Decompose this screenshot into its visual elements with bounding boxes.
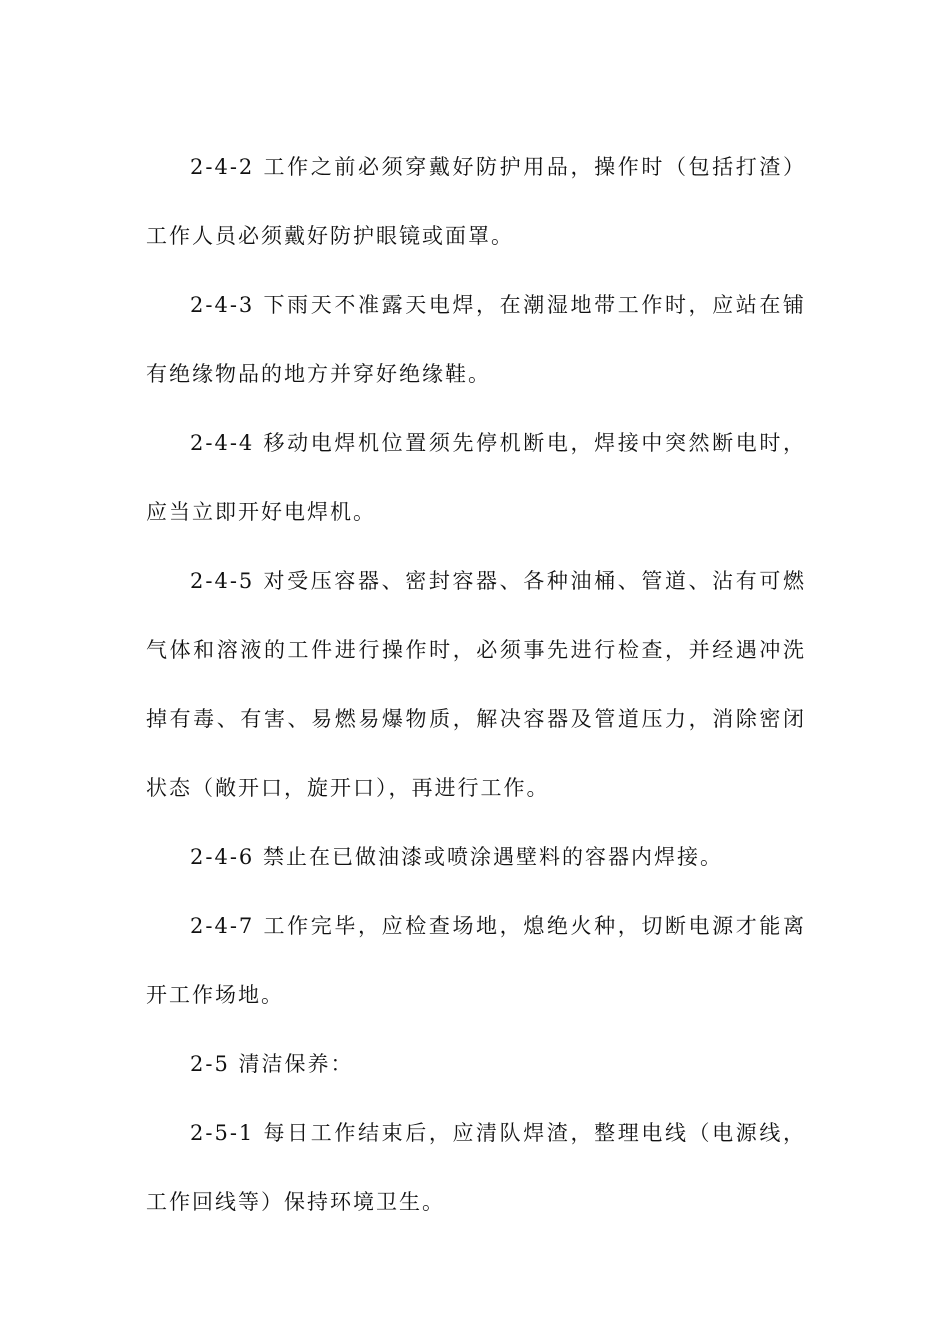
paragraph-2-4-2: 2-4-2 工作之前必须穿戴好防护用品，操作时（包括打渣）工作人员必须戴好防护眼镜或面罩。: [146, 155, 806, 248]
document-body: [146, 133, 806, 1237]
section-heading-2-5: 2-5 清洁保养：: [190, 1052, 354, 1076]
paragraph-2-4-6: 2-4-6 禁止在已做油漆或喷涂遇壁料的容器内焊接。: [190, 845, 723, 869]
paragraph-2-4-7: 2-4-7 工作完毕，应检查场地，熄绝火种，切断电源才能离开工作场地。: [146, 914, 806, 1007]
paragraph-2-4-5: 2-4-5 对受压容器、密封容器、各种油桶、管道、沾有可燃气体和溶液的工件进行操作时，必须事先进行检查，并经遇冲洗掉有毒、有害、易燃易爆物质，解决容器及管道压力，消除密闭状态（敞开口，旋开口），再进行工作。: [146, 569, 806, 800]
paragraph-2-4-3: 2-4-3 下雨天不准露天电焊，在潮湿地带工作时，应站在铺有绝缘物品的地方并穿好绝缘鞋。: [146, 293, 806, 386]
paragraph-2-5-1: 2-5-1 每日工作结束后，应清队焊渣，整理电线（电源线，工作回线等）保持环境卫生。: [146, 1121, 806, 1214]
paragraph-2-4-4: 2-4-4 移动电焊机位置须先停机断电，焊接中突然断电时，应当立即开好电焊机。: [146, 431, 806, 524]
